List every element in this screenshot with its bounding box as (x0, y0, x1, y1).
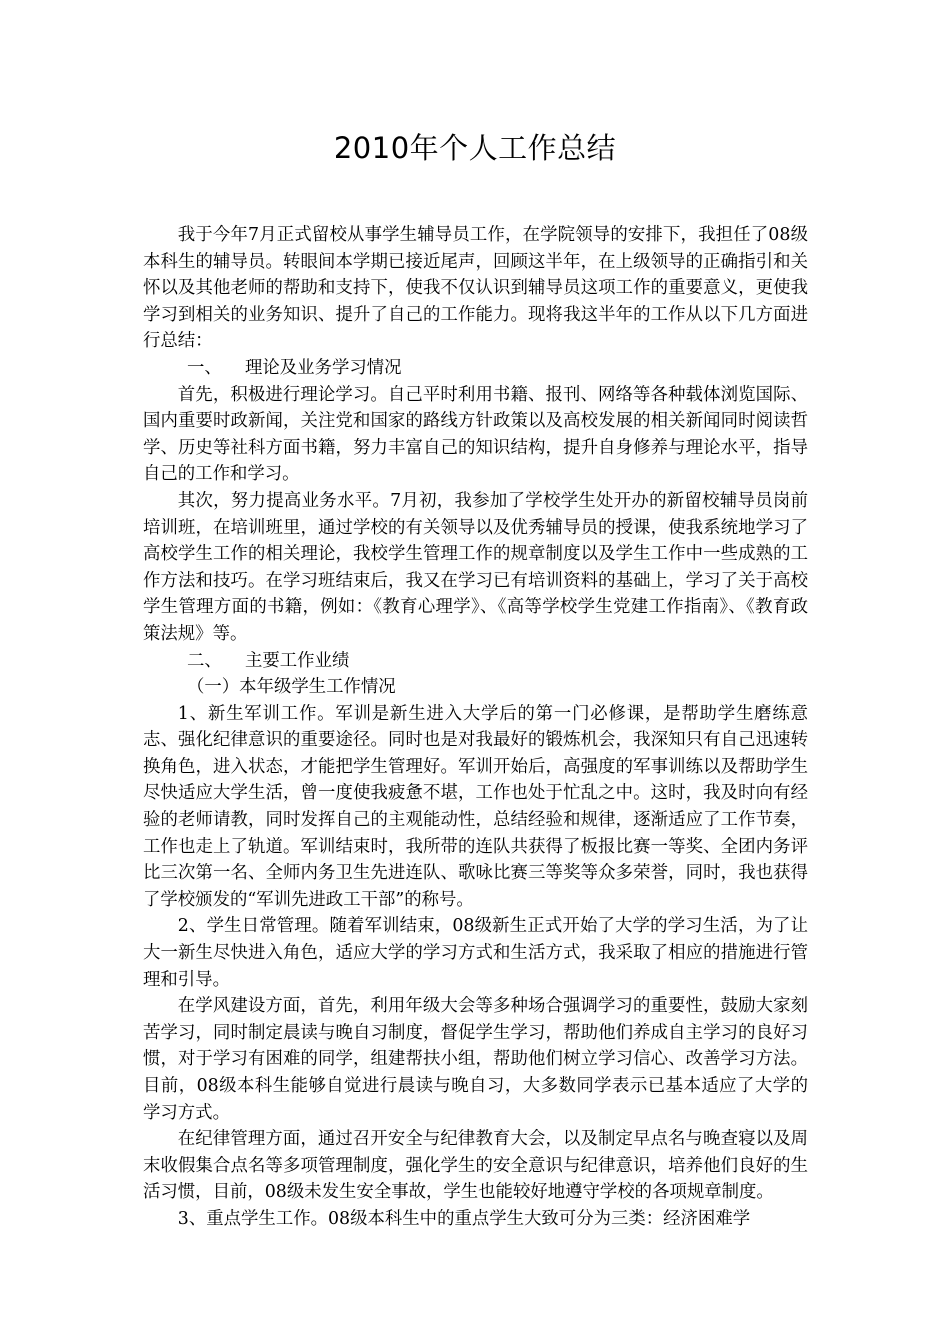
paragraph-military-training: 1、新生军训工作。军训是新生进入大学后的第一门必修课，是帮助学生磨练意志、强化纪律意识的重要途径。同时也是对我最好的锻炼机会，我深知只有自己迅速转换角色，进入状态，才能把学生管理好。军训开始后，高强度的军事训练以及帮助学生尽快适应大学生活，曾一度使我疲惫不堪，工作也处于忙乱之中。这时，我及时向有经验的老师请教，同时发挥自己的主观能动性，总结经验和规律，逐渐适应了工作节奏，工作也走上了轨道。军训结束时，我所带的连队共获得了板报比赛一等奖、全团内务评比三次第一名、全师内务卫生先进连队、歌咏比赛三等奖等众多荣誉，同时，我也获得了学校颁发的“军训先进政工干部”的称号。 (143, 703, 808, 910)
section-heading-1 (143, 355, 808, 382)
paragraph-intro: 我于今年7月正式留校从事学生辅导员工作，在学院领导的安排下，我担任了08级本科生的辅导员。转眼间本学期已接近尾声，回顾这半年，在上级领导的正确指引和关怀以及其他老师的帮助和支持下，使我不仅认识到辅导员这项工作的重要意义，更使我学习到相关的业务知识、提升了自己的工作能力。现将我这半年的工作从以下几方面进行总结： (143, 225, 808, 352)
paragraph-daily-management: 2、学生日常管理。随着军训结束，08级新生正式开始了大学的学习生活，为了让大一新生尽快进入角色，适应大学的学习方式和生活方式，我采取了相应的措施进行管理和引导。 (143, 916, 808, 990)
section-number: 二、 (187, 650, 222, 671)
paragraph-business: 其次，努力提高业务水平。7月初，我参加了学校学生处开办的新留校辅导员岗前培训班，在培训班里，通过学校的有关领导以及优秀辅导员的授课，使我系统地学习了高校学生工作的相关理论，我校学生管理工作的规章制度以及学生工作中一些成熟的工作方法和技巧。在学习班结束后，我又在学习已有培训资料的基础上，学习了关于高校学生管理方面的书籍，例如：《教育心理学》、《高等学校学生党建工作指南》、《教育政策法规》等。 (143, 490, 808, 644)
subsection-heading-1: （一）本年级学生工作情况 (187, 677, 396, 698)
paragraph-study-style: 在学风建设方面，首先，利用年级大会等多种场合强调学习的重要性，鼓励大家刻苦学习，同时制定晨读与晚自习制度，督促学生学习，帮助他们养成自主学习的良好习惯，对于学习有困难的同学，组建帮扶小组，帮助他们树立学习信心、改善学习方法。目前，08级本科生能够自觉进行晨读与晚自习，大多数同学表示已基本适应了大学的学习方式。 (143, 996, 808, 1123)
section-title: 主要工作业绩 (245, 650, 350, 671)
paragraph-discipline: 在纪律管理方面，通过召开安全与纪律教育大会，以及制定早点名与晚查寝以及周末收假集合点名等多项管理制度，强化学生的安全意识与纪律意识，培养他们良好的生活习惯，目前，08级未发生安全事故，学生也能较好地遵守学校的各项规章制度。 (143, 1129, 808, 1203)
section-heading-2 (143, 648, 808, 675)
paragraph-key-students: 3、重点学生工作。08级本科生中的重点学生大致可分为三类：经济困难学 (177, 1208, 751, 1229)
document-title: 2010年个人工作总结 (333, 131, 617, 165)
paragraph-theory: 首先，积极进行理论学习。自己平时利用书籍、报刊、网络等各种载体浏览国际、国内重要时政新闻，关注党和国家的路线方针政策以及高校发展的相关新闻同时阅读哲学、历史等社科方面书籍，努力丰富自己的知识结构，提升自身修养与理论水平，指导自己的工作和学习。 (143, 384, 808, 485)
section-title: 理论及业务学习情况 (245, 357, 402, 378)
section-number: 一、 (187, 357, 222, 378)
document-body (143, 222, 808, 1233)
